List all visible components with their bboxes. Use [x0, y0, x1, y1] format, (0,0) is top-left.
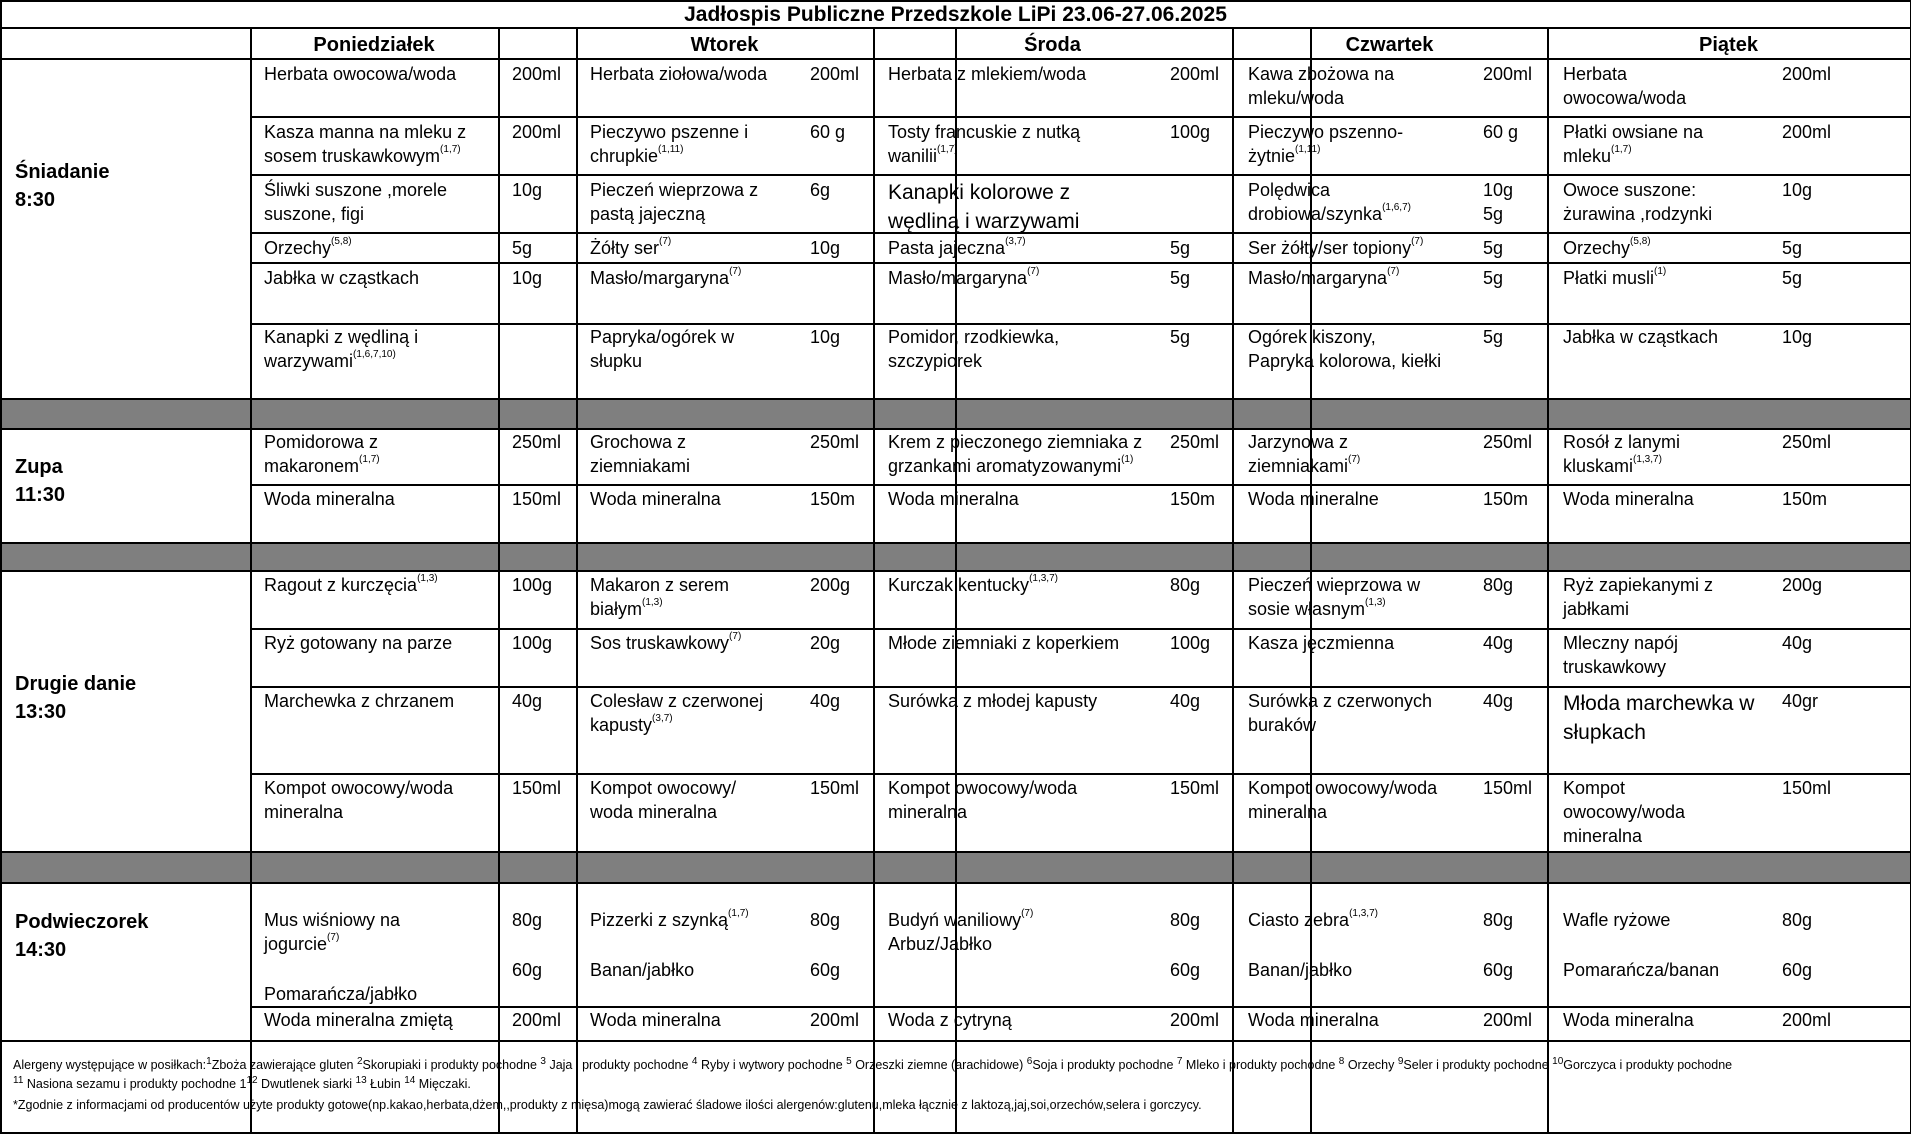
dish-name: Żółty ser$^{(7)}$: [590, 236, 672, 258]
dish-name: Masło/margaryna$^{(7)}$: [888, 266, 1040, 288]
dish-name: Woda mineralna: [590, 1010, 721, 1030]
meal-time: 14:30: [15, 939, 67, 961]
portion-amount: 80g: [512, 910, 543, 930]
dish-name: Kompot owocowy/woda: [888, 778, 1078, 798]
portion-amount: 200ml: [810, 1010, 860, 1030]
dish-name: Woda mineralna: [264, 489, 395, 509]
dish-name: Grochowa z: [590, 432, 687, 452]
portion-amount: 150ml: [1170, 778, 1220, 798]
portion-amount: 200ml: [512, 1010, 562, 1030]
dish-name: Woda mineralne: [1248, 489, 1379, 509]
portion-amount: 40g: [810, 691, 841, 711]
dish-name: Herbata: [1563, 64, 1628, 84]
dish-name: słupku: [590, 351, 643, 371]
dish-name: ziemniakami$^{(7)}$: [1248, 454, 1361, 476]
portion-amount: 10g: [810, 238, 841, 258]
portion-amount: 200ml: [1782, 64, 1832, 84]
dish-name: makaronem$^{(1,7)}$: [264, 454, 380, 476]
portion-amount: 10g: [810, 327, 841, 347]
portion-amount: 40g: [1483, 691, 1514, 711]
dish-name: Sos truskawkowy$^{(7)}$: [590, 631, 742, 653]
portion-amount: 100g: [1170, 633, 1211, 653]
dish-name: drobiowa/szynka$^{(1,6,7)}$: [1248, 202, 1411, 224]
portion-amount: 5g: [1483, 204, 1504, 224]
dish-name: Pieczywo pszenno-: [1248, 122, 1404, 142]
dish-name: grzankami aromatyzowanymi$^{(1)}$: [888, 454, 1134, 476]
dish-name: mineralna: [264, 802, 344, 822]
legend-line: Alergeny występujące w posiłkach:$^1$Zboża zawierające gluten $^2$Skorupiaki i produkty pochodne $^3$ Jaja i produkty pochodne $^4$ Ryby i wytwory pochodne $^5$ Orzeszki ziemne (arachidowe) $^6$Soja i produkty pochodne $^7$ Mleko i produkty pochodne $^8$ Orzechy $^9$Seler i produkty pochodne $^{10}$Gorczyca i produkty pochodne: [13, 1056, 1733, 1072]
portion-amount: 200g: [810, 575, 851, 595]
dish-name: Ryż gotowany na parze: [264, 633, 453, 653]
portion-amount: 80g: [1170, 910, 1201, 930]
dish-name: Makaron z serem: [590, 575, 730, 595]
dish-name: Surówka z młodej kapusty: [888, 691, 1098, 711]
dish-name: Jabłka w cząstkach: [1563, 327, 1719, 347]
dish-name: żytnie$^{(1,11)}$: [1248, 144, 1321, 166]
dish-name: Banan/jabłko: [590, 960, 695, 980]
portion-amount: 10g: [1782, 180, 1813, 200]
portion-amount: 250ml: [1782, 432, 1832, 452]
dish-name: szczypiorek: [888, 351, 983, 371]
dish-name: Młoda marchewka w: [1563, 692, 1755, 715]
portion-amount: 80g: [1782, 910, 1813, 930]
portion-amount: 150ml: [512, 778, 562, 798]
portion-amount: 60g: [1782, 960, 1813, 980]
portion-amount: 5g: [1483, 268, 1504, 288]
dish-name: Herbata owocowa/woda: [264, 64, 457, 84]
portion-amount: 250ml: [810, 432, 860, 452]
dish-name: żurawina ,rodzynki: [1563, 204, 1713, 224]
portion-amount: 40g: [512, 691, 543, 711]
portion-amount: 80g: [1483, 910, 1514, 930]
dish-name: Banan/jabłko: [1248, 960, 1353, 980]
portion-amount: 150ml: [1483, 778, 1533, 798]
dish-name: jogurcie$^{(7)}$: [264, 932, 340, 954]
dish-name: owocowa/woda: [1563, 88, 1687, 108]
dish-name: wanilii$^{(1,7)}$: [888, 144, 958, 166]
grid-line-v: [873, 27, 875, 1133]
dish-name: Herbata z mlekiem/woda: [888, 64, 1087, 84]
meal-time: 8:30: [15, 189, 56, 211]
dish-name: sosem truskawkowym$^{(1,7)}$: [264, 144, 461, 166]
portion-amount: 60 g: [1483, 122, 1519, 142]
dish-name: Krem z pieczonego ziemniaka z: [888, 432, 1143, 452]
portion-amount: 5g: [512, 238, 533, 258]
dish-name: Polędwica: [1248, 180, 1331, 200]
portion-amount: 6g: [810, 180, 831, 200]
portion-amount: 5g: [1782, 238, 1803, 258]
portion-amount: 150m: [1782, 489, 1828, 509]
dish-name: Ryż zapiekanymi z: [1563, 575, 1714, 595]
portion-amount: 150m: [810, 489, 856, 509]
dish-name: Kompot: [1563, 778, 1626, 798]
dish-name: chrupkie$^{(1,11)}$: [590, 144, 684, 166]
dish-name: Pieczeń wieprzowa w: [1248, 575, 1421, 595]
day-header: Poniedziałek: [313, 34, 435, 56]
dish-name: Kurczak kentucky$^{(1,3,7)}$: [888, 573, 1058, 595]
meal-name: Drugie danie: [15, 673, 137, 695]
dish-name: Kompot owocowy/: [590, 778, 737, 798]
portion-amount: 200ml: [1483, 64, 1533, 84]
dish-name: truskawkowy: [1563, 657, 1667, 677]
dish-name: kapusty$^{(3,7)}$: [590, 713, 673, 735]
dish-name: Arbuz/Jabłko: [888, 934, 993, 954]
portion-amount: 60g: [1170, 960, 1201, 980]
dish-name: Jarzynowa z: [1248, 432, 1349, 452]
dish-name: Ser żółty/ser topiony$^{(7)}$: [1248, 236, 1424, 258]
dish-name: ziemniakami: [590, 456, 691, 476]
portion-amount: 60g: [512, 960, 543, 980]
dish-name: Masło/margaryna$^{(7)}$: [590, 266, 742, 288]
dish-name: Pomarańcza/jabłko: [264, 984, 418, 1004]
dish-name: Colesław z czerwonej: [590, 691, 764, 711]
dish-name: Kanapki kolorowe z: [888, 181, 1071, 204]
portion-amount: 200g: [1782, 575, 1823, 595]
portion-amount: 40g: [1170, 691, 1201, 711]
grid-line-v: [1547, 27, 1549, 1133]
dish-name: woda mineralna: [590, 802, 718, 822]
dish-name: białym$^{(1,3)}$: [590, 597, 663, 619]
meal-name: Śniadanie: [15, 161, 110, 183]
portion-amount: 80g: [1483, 575, 1514, 595]
page-title: Jadłospis Publiczne Przedszkole LiPi 23.06-27.06.2025: [684, 3, 1227, 26]
portion-amount: 150m: [1170, 489, 1216, 509]
dish-name: Papryka kolorowa, kiełki: [1248, 351, 1442, 371]
portion-amount: 100g: [1170, 122, 1211, 142]
portion-amount: 200ml: [512, 122, 562, 142]
portion-amount: 40gr: [1782, 691, 1819, 711]
portion-amount: 5g: [1483, 238, 1504, 258]
dish-name: Owoce suszone:: [1563, 180, 1697, 200]
portion-amount: 5g: [1170, 327, 1191, 347]
dish-name: kluskami$^{(1,3,7)}$: [1563, 454, 1662, 476]
portion-amount: 150ml: [512, 489, 562, 509]
dish-name: owocowy/woda: [1563, 802, 1686, 822]
portion-amount: 40g: [1483, 633, 1514, 653]
meal-time: 11:30: [15, 484, 66, 506]
portion-amount: 10g: [1782, 327, 1813, 347]
portion-amount: 250ml: [512, 432, 562, 452]
dish-name: Orzechy$^{(5,8)}$: [1563, 236, 1651, 258]
portion-amount: 5g: [1170, 238, 1191, 258]
dish-name: Herbata ziołowa/woda: [590, 64, 768, 84]
portion-amount: 150ml: [810, 778, 860, 798]
portion-amount: 80g: [810, 910, 841, 930]
grid-line-v: [0, 0, 2, 1133]
dish-name: Woda z cytryną: [888, 1010, 1012, 1030]
meal-name: Podwieczorek: [15, 911, 149, 933]
day-header: Środa: [1024, 34, 1081, 56]
portion-amount: 150ml: [1782, 778, 1832, 798]
legend-line: $^{11}$ Nasiona sezamu i produkty pochodne $1^{12}$ Dwutlenek siarki $^{13}$ Łubin $^{14}$ Mięczaki.: [13, 1075, 471, 1091]
grid-line-v: [250, 27, 252, 1133]
grid-line-v: [498, 27, 500, 1133]
portion-amount: 60g: [810, 960, 841, 980]
portion-amount: 80g: [1170, 575, 1201, 595]
portion-amount: 200ml: [1483, 1010, 1533, 1030]
portion-amount: 20g: [810, 633, 841, 653]
dish-name: Marchewka z chrzanem: [264, 691, 455, 711]
dish-name: Woda mineralna: [590, 489, 721, 509]
dish-name: Rosół z lanymi: [1563, 432, 1681, 452]
dish-name: Płatki owsiane na: [1563, 122, 1704, 142]
dish-name: Surówka z czerwonych: [1248, 691, 1433, 711]
dish-name: Pomidor, rzodkiewka,: [888, 327, 1060, 347]
portion-amount: 5g: [1782, 268, 1803, 288]
dish-name: Kompot owocowy/woda: [264, 778, 454, 798]
dish-name: Pomarańcza/banan: [1563, 960, 1720, 980]
dish-name: Kawa zbożowa na: [1248, 64, 1395, 84]
dish-name: buraków: [1248, 715, 1317, 735]
portion-amount: 5g: [1483, 327, 1504, 347]
portion-amount: 200ml: [1782, 1010, 1832, 1030]
dish-name: Ragout z kurczęcia$^{(1,3)}$: [264, 573, 438, 595]
dish-name: Pieczeń wieprzowa z: [590, 180, 759, 200]
dish-name: mineralna: [888, 802, 968, 822]
portion-amount: 5g: [1170, 268, 1191, 288]
portion-amount: 200ml: [810, 64, 860, 84]
dish-name: Wafle ryżowe: [1563, 910, 1671, 930]
dish-name: Orzechy$^{(5,8)}$: [264, 236, 352, 258]
dish-name: Mleczny napój: [1563, 633, 1679, 653]
portion-amount: 200ml: [1170, 64, 1220, 84]
dish-name: Młode ziemniaki z koperkiem: [888, 633, 1120, 653]
dish-name: mleku$^{(1,7)}$: [1563, 144, 1632, 166]
dish-name: słupkach: [1563, 721, 1646, 744]
dish-name: sosie własnym$^{(1,3)}$: [1248, 597, 1386, 619]
dish-name: Woda mineralna zmiętą: [264, 1010, 453, 1030]
dish-name: Woda mineralna: [1563, 489, 1694, 509]
portion-amount: 200ml: [1170, 1010, 1220, 1030]
dish-name: pastą jajeczną: [590, 204, 706, 224]
portion-amount: 250ml: [1170, 432, 1220, 452]
dish-name: Kanapki z wędliną i: [264, 327, 419, 347]
meal-name: Zupa: [15, 456, 63, 478]
dish-name: Płatki musli$^{(1)}$: [1563, 266, 1667, 288]
dish-name: Śliwki suszone ,morele: [264, 180, 448, 200]
portion-amount: 250ml: [1483, 432, 1533, 452]
dish-name: mineralna: [1248, 802, 1328, 822]
dish-name: mleku/woda: [1248, 88, 1345, 108]
day-header: Piątek: [1699, 34, 1758, 56]
dish-name: Pizzerki z szynką$^{(1,7)}$: [590, 908, 749, 930]
portion-amount: 100g: [512, 633, 553, 653]
dish-name: Papryka/ogórek w: [590, 327, 735, 347]
dish-name: Tosty francuskie z nutką: [888, 122, 1081, 142]
dish-name: Woda mineralna: [1563, 1010, 1694, 1030]
grid-line-v: [1232, 27, 1234, 1133]
portion-amount: 200ml: [1782, 122, 1832, 142]
dish-name: jabłkami: [1563, 599, 1630, 619]
grid-line-v: [576, 27, 578, 1133]
portion-amount: 10g: [1483, 180, 1514, 200]
dish-name: Kasza jęczmienna: [1248, 633, 1395, 653]
dish-name: Pieczywo pszenne i: [590, 122, 749, 142]
dish-name: suszone, figi: [264, 204, 365, 224]
dish-name: Ciasto zebra$^{(1,3,7)}$: [1248, 908, 1378, 930]
dish-name: Masło/margaryna$^{(7)}$: [1248, 266, 1400, 288]
dish-name: Ogórek kiszony,: [1248, 327, 1376, 347]
dish-name: Pomidorowa z: [264, 432, 379, 452]
dish-name: warzywami$^{(1,6,7,10)}$: [264, 349, 396, 371]
meal-time: 13:30: [15, 701, 67, 723]
dish-name: Jabłka w cząstkach: [264, 268, 420, 288]
portion-amount: 200ml: [512, 64, 562, 84]
portion-amount: 10g: [512, 268, 543, 288]
portion-amount: 60g: [1483, 960, 1514, 980]
dish-name: Woda mineralna: [888, 489, 1019, 509]
dish-name: mineralna: [1563, 826, 1643, 846]
legend-line: *Zgodnie z informacjami od producentów użyte produkty gotowe(np.kakao,herbata,dżem,,produkty z mięsa)mogą zawierać śladowe ilości alergenów:glutenu,mleka łącznie z laktozą,jaj,soi,orzechów,selera i gorczycy.: [13, 1098, 1202, 1112]
dish-name: Kompot owocowy/woda: [1248, 778, 1438, 798]
dish-name: wędliną i warzywami: [888, 210, 1080, 233]
portion-amount: 60 g: [810, 122, 846, 142]
dish-name: Mus wiśniowy na: [264, 910, 401, 930]
portion-amount: 150m: [1483, 489, 1529, 509]
dish-name: Kasza manna na mleku z: [264, 122, 467, 142]
dish-name: Pasta jajeczna$^{(3,7)}$: [888, 236, 1026, 258]
dish-name: Budyń waniliowy$^{(7)}$: [888, 908, 1034, 930]
portion-amount: 100g: [512, 575, 553, 595]
day-header: Wtorek: [690, 34, 759, 56]
day-header: Czwartek: [1345, 34, 1434, 56]
portion-amount: 10g: [512, 180, 543, 200]
dish-name: Woda mineralna: [1248, 1010, 1379, 1030]
portion-amount: 40g: [1782, 633, 1813, 653]
